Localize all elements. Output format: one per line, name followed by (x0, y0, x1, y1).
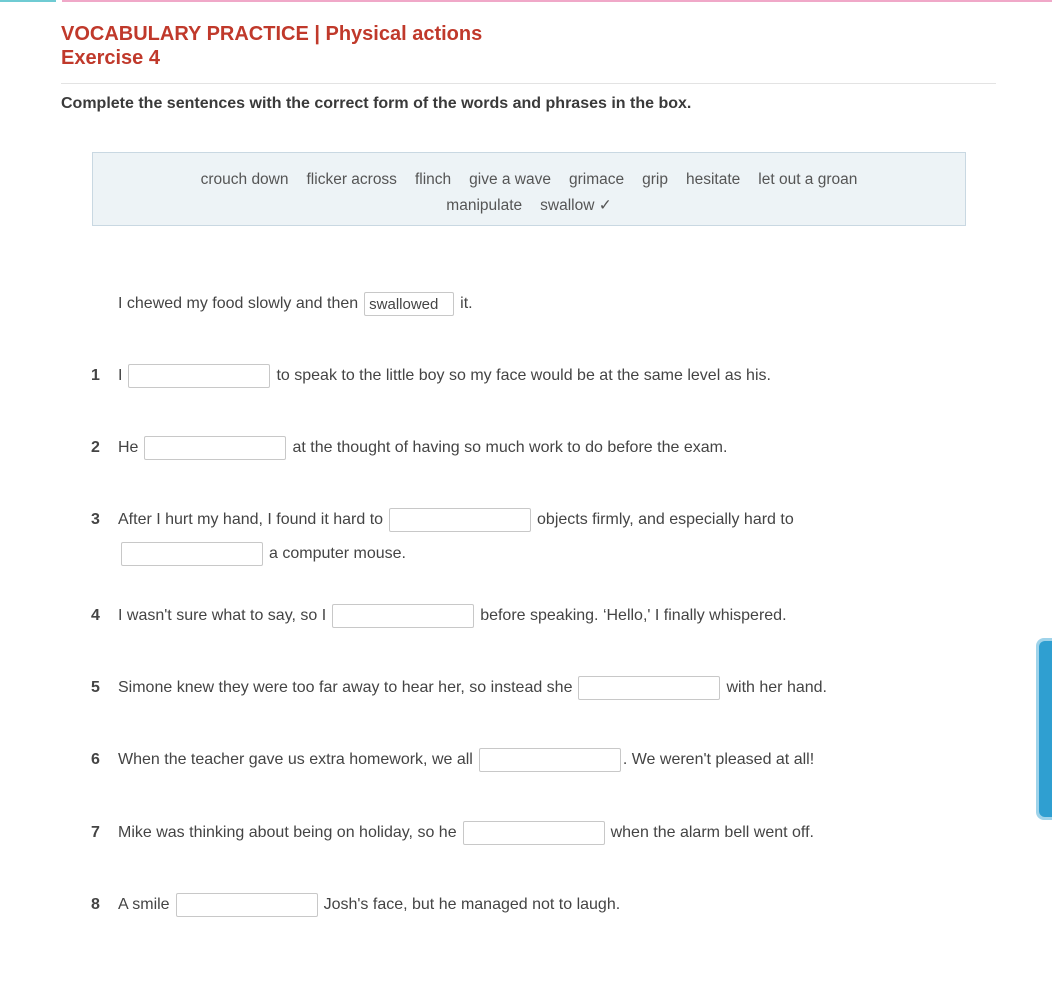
question-text-before: He (118, 439, 139, 456)
side-panel-tab[interactable] (1036, 638, 1052, 820)
example-after: it. (460, 295, 473, 312)
question-text-before: I (118, 367, 123, 384)
question-text-after: before speaking. ‘Hello,' I finally whispered. (480, 607, 787, 624)
question-text-after: Josh's face, but he managed not to laugh. (323, 896, 621, 913)
answer-input[interactable] (121, 542, 263, 566)
question-text-before: After I hurt my hand, I found it hard to (118, 511, 384, 528)
question-text-after: to speak to the little boy so my face would be at the same level as his. (276, 367, 771, 384)
word-box-item: swallow ✓ (540, 197, 612, 214)
question-text-after: when the alarm bell went off. (610, 824, 814, 841)
question-text-after: with her hand. (726, 679, 827, 696)
word-box-item: flinch (414, 171, 452, 188)
question-text-before: When the teacher gave us extra homework, we all (118, 751, 473, 768)
divider (61, 83, 996, 84)
instruction-text: Complete the sentences with the correct form of the words and phrases in the box. (61, 95, 692, 112)
answer-input[interactable] (578, 676, 720, 700)
top-accent-right (62, 0, 1052, 2)
question-text-before: Mike was thinking about being on holiday, so he (118, 824, 457, 841)
question-text-after: . We weren't pleased at all! (622, 751, 815, 768)
question-number: 3 (91, 511, 100, 528)
answer-input[interactable] (463, 821, 605, 845)
answer-input[interactable] (332, 604, 474, 628)
title-line-2: Exercise 4 (61, 47, 160, 69)
question-text-before: Simone knew they were too far away to hear her, so instead she (118, 679, 573, 696)
question-number: 5 (91, 679, 100, 696)
answer-input[interactable] (176, 893, 318, 917)
question-number: 6 (91, 751, 100, 768)
side-panel-tab-inner (1039, 641, 1052, 817)
answer-input[interactable] (389, 508, 531, 532)
word-box-item: grip (642, 171, 668, 188)
question-number: 4 (91, 607, 100, 624)
question-text-after-2: a computer mouse. (269, 545, 406, 562)
word-box-item: grimace (568, 171, 625, 188)
page-title (61, 22, 482, 70)
question-number: 8 (91, 896, 100, 913)
question-number: 1 (91, 367, 100, 384)
question-text-before: A smile (118, 896, 170, 913)
title-line-1: VOCABULARY PRACTICE | Physical actions (61, 23, 483, 45)
top-accent-left (0, 0, 56, 2)
question-text-after: at the thought of having so much work to do before the exam. (292, 439, 728, 456)
answer-input[interactable] (144, 436, 286, 460)
word-box (92, 152, 966, 226)
word-box-item: hesitate (685, 171, 741, 188)
example-answer-field (364, 292, 454, 316)
question-number: 7 (91, 824, 100, 841)
answer-input[interactable] (128, 364, 270, 388)
question-text-after: objects firmly, and especially hard to (537, 511, 794, 528)
word-box-item: flicker across (306, 171, 397, 188)
word-box-item: let out a groan (758, 171, 858, 188)
top-accent-bar (0, 0, 1052, 2)
word-box-item: crouch down (200, 171, 289, 188)
word-box-item: manipulate (446, 197, 523, 214)
question-text-before: I wasn't sure what to say, so I (118, 607, 327, 624)
word-box-item: give a wave (469, 171, 551, 188)
example-before: I chewed my food slowly and then (118, 295, 359, 312)
answer-input[interactable] (479, 748, 621, 772)
question-number: 2 (91, 439, 100, 456)
